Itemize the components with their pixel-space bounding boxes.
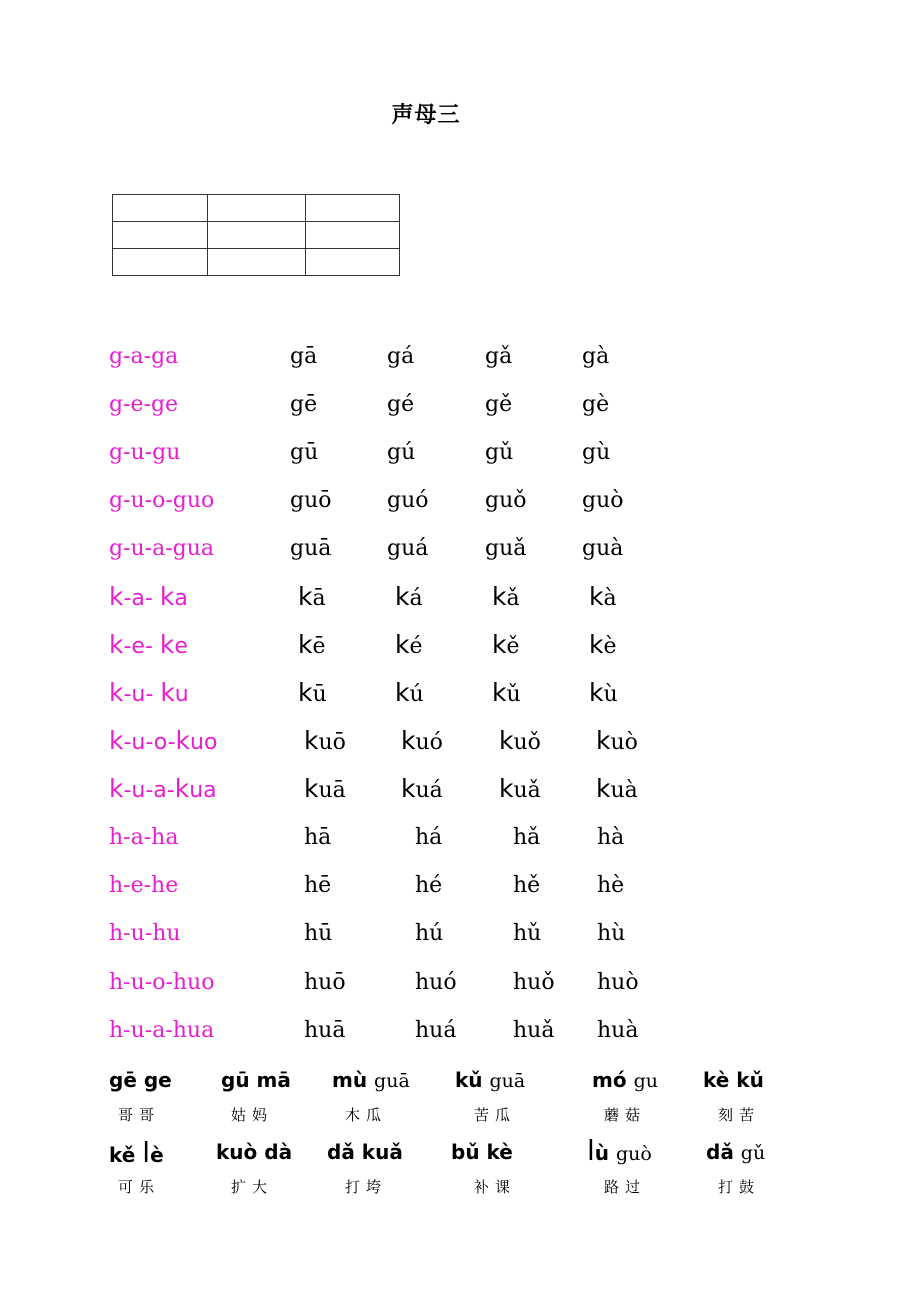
- word-hanzi: 打鼓: [718, 1178, 761, 1196]
- final: uǒ: [513, 730, 541, 755]
- spelling: [109, 630, 188, 659]
- spelling: [109, 678, 189, 707]
- spelling-final: a: [174, 586, 188, 611]
- syllable: guā: [374, 1070, 410, 1092]
- word-pinyin: [455, 1068, 525, 1092]
- spelling: h-u-hu: [109, 921, 181, 946]
- word-pinyin: [587, 1134, 652, 1167]
- grid-cell: [306, 249, 400, 276]
- final: uò: [610, 730, 638, 755]
- word-hanzi: 扩大: [231, 1178, 274, 1196]
- tone-2: huó: [415, 970, 457, 995]
- syllable: mā: [256, 1068, 291, 1092]
- grid-row: [113, 249, 400, 276]
- initial-k: k: [159, 630, 175, 659]
- tone-4: hà: [597, 825, 625, 850]
- tone-2: [395, 582, 423, 611]
- spelling: g-a-ga: [109, 344, 179, 369]
- syllable-final: è: [150, 1143, 164, 1167]
- final: é: [409, 634, 423, 659]
- syllable: kě: [109, 1143, 136, 1167]
- grid-cell: [113, 222, 208, 249]
- grid-cell: [306, 222, 400, 249]
- final: uō: [318, 730, 346, 755]
- syllable-row-huo: [0, 970, 900, 1010]
- syllable-row-kua: [0, 774, 900, 814]
- tone-4: [596, 774, 638, 803]
- final: ǔ: [506, 682, 521, 707]
- tone-2: guá: [387, 536, 429, 561]
- initial-k: k: [596, 726, 611, 755]
- final: uā: [318, 778, 346, 803]
- final: ǎ: [506, 586, 520, 611]
- tone-1: gū: [290, 440, 319, 465]
- tone-4: [596, 726, 638, 755]
- tone-1: [304, 774, 346, 803]
- tone-2: [395, 630, 423, 659]
- tone-4: [589, 630, 617, 659]
- initial-k: k: [395, 582, 410, 611]
- word-hanzi: 可乐: [118, 1178, 161, 1196]
- word-pinyin: [703, 1068, 764, 1092]
- syllable-row-hu: [0, 921, 900, 961]
- tone-3: [492, 582, 520, 611]
- syllable-row-ha: [0, 825, 900, 865]
- word-hanzi: 蘑菇: [604, 1106, 647, 1124]
- tone-1: hā: [304, 825, 332, 850]
- syllable: kuǎ: [361, 1140, 403, 1164]
- initial-k: k: [304, 726, 319, 755]
- syllable-initial: l: [142, 1136, 151, 1169]
- tone-3: huǎ: [513, 1018, 555, 1043]
- initial-k: k: [174, 774, 190, 803]
- initial-k: k: [304, 774, 319, 803]
- tone-4: hè: [597, 873, 625, 898]
- word-pinyin: [327, 1140, 403, 1164]
- tone-1: guā: [290, 536, 332, 561]
- initial-k: k: [492, 678, 507, 707]
- final: à: [603, 586, 617, 611]
- spelling: [109, 582, 188, 611]
- tone-4: gà: [582, 344, 610, 369]
- word-hanzi: 苦瓜: [474, 1106, 517, 1124]
- tone-3: guǒ: [485, 488, 527, 513]
- word-hanzi: 打垮: [345, 1178, 388, 1196]
- final: uǎ: [513, 778, 541, 803]
- syllable-row-ka: [0, 582, 900, 622]
- syllable-row-he: [0, 873, 900, 913]
- initial-k: k: [589, 678, 604, 707]
- tone-2: gá: [387, 344, 415, 369]
- word-hanzi: 刻苦: [718, 1106, 761, 1124]
- word-hanzi: 补课: [474, 1178, 517, 1196]
- syllable-row-ga: [0, 344, 900, 384]
- initial-k: k: [395, 630, 410, 659]
- syllable: gǔ: [740, 1142, 766, 1164]
- tone-1: [298, 678, 327, 707]
- tone-3: [492, 630, 520, 659]
- final: ā: [312, 586, 326, 611]
- grid-cell: [208, 222, 306, 249]
- spelling-middle: -u-o-: [123, 730, 176, 755]
- spelling: h-a-ha: [109, 825, 179, 850]
- syllable: ge: [143, 1068, 172, 1092]
- tone-3: huǒ: [513, 970, 555, 995]
- tone-3: gǎ: [485, 344, 513, 369]
- spelling-final: ua: [189, 778, 217, 803]
- syllable: gū: [221, 1068, 250, 1092]
- syllable-row-guo: [0, 488, 900, 528]
- syllable: guò: [616, 1143, 652, 1165]
- tone-2: huá: [415, 1018, 457, 1043]
- spelling-middle: -u-a-: [123, 778, 175, 803]
- syllable: mó: [592, 1068, 627, 1092]
- tone-3: [499, 726, 541, 755]
- tone-3: [499, 774, 541, 803]
- word-pinyin: [216, 1140, 292, 1164]
- final: uó: [415, 730, 443, 755]
- syllable: mù: [332, 1068, 368, 1092]
- spelling: h-u-a-hua: [109, 1018, 215, 1043]
- initial-k: k: [492, 630, 507, 659]
- tone-3: [492, 678, 521, 707]
- initial-k: k: [109, 774, 124, 803]
- tone-2: guó: [387, 488, 429, 513]
- tone-1: [298, 630, 326, 659]
- tone-3: guǎ: [485, 536, 527, 561]
- tone-2: [401, 726, 443, 755]
- tone-2: hú: [415, 921, 444, 946]
- final: ě: [506, 634, 520, 659]
- spelling: g-u-o-guo: [109, 488, 215, 513]
- spelling: h-u-o-huo: [109, 970, 215, 995]
- tone-4: [589, 582, 617, 611]
- initial-k: k: [589, 582, 604, 611]
- tone-2: [401, 774, 443, 803]
- tone-4: huà: [597, 1018, 639, 1043]
- spelling-middle: -e-: [123, 634, 160, 659]
- tone-1: hū: [304, 921, 333, 946]
- grid-row: [113, 195, 400, 222]
- final: ē: [312, 634, 326, 659]
- tone-3: gě: [485, 392, 513, 417]
- tone-2: há: [415, 825, 443, 850]
- tone-1: huā: [304, 1018, 346, 1043]
- tone-1: guō: [290, 488, 332, 513]
- tone-4: guò: [582, 488, 624, 513]
- grid-cell: [113, 249, 208, 276]
- initial-k: k: [109, 630, 124, 659]
- final: ú: [409, 682, 424, 707]
- syllable-row-ge: [0, 392, 900, 432]
- word-pinyin: [451, 1140, 513, 1164]
- grid-cell: [208, 195, 306, 222]
- syllable: kǔ: [736, 1068, 764, 1092]
- syllable: dǎ: [327, 1140, 355, 1164]
- tone-3: hǔ: [513, 921, 542, 946]
- syllable: kè: [486, 1140, 513, 1164]
- syllable: bǔ: [451, 1140, 480, 1164]
- spelling-final: u: [174, 682, 189, 707]
- initial-k: k: [175, 726, 191, 755]
- grid-row: [113, 222, 400, 249]
- word-hanzi: 姑妈: [231, 1106, 274, 1124]
- tone-2: hé: [415, 873, 443, 898]
- syllable-row-gu: [0, 440, 900, 480]
- final: ù: [603, 682, 618, 707]
- spelling-middle: -a-: [123, 586, 160, 611]
- initial-k: k: [109, 582, 124, 611]
- spelling: g-u-a-gua: [109, 536, 215, 561]
- tone-2: [395, 678, 424, 707]
- tone-1: gē: [290, 392, 318, 417]
- tone-3: hǎ: [513, 825, 541, 850]
- word-pinyin: [221, 1068, 291, 1092]
- initial-k: k: [401, 774, 416, 803]
- spelling: [109, 726, 217, 755]
- syllable: dà: [264, 1140, 293, 1164]
- syllable-row-ku: [0, 678, 900, 718]
- syllable-row-ke: [0, 630, 900, 670]
- grid-cell: [113, 195, 208, 222]
- tone-3: gǔ: [485, 440, 514, 465]
- initial-k: k: [499, 726, 514, 755]
- initial-k: k: [298, 582, 313, 611]
- tone-4: gù: [582, 440, 611, 465]
- syllable-row-kuo: [0, 726, 900, 766]
- spelling: g-u-gu: [109, 440, 181, 465]
- tone-4: [589, 678, 618, 707]
- tone-4: hù: [597, 921, 626, 946]
- syllable: guā: [489, 1070, 526, 1092]
- grid-cell: [208, 249, 306, 276]
- spelling: g-e-ge: [109, 392, 179, 417]
- tone-2: gú: [387, 440, 416, 465]
- final: ū: [312, 682, 327, 707]
- syllable: kǔ: [455, 1068, 483, 1092]
- initial-k: k: [109, 678, 124, 707]
- grid-cell: [306, 195, 400, 222]
- syllable-final: ù: [594, 1141, 610, 1165]
- word-hanzi: 木瓜: [345, 1106, 388, 1124]
- tone-2: gé: [387, 392, 415, 417]
- initial-k: k: [109, 726, 124, 755]
- syllable-row-hua: [0, 1018, 900, 1058]
- word-pinyin: [592, 1068, 658, 1092]
- syllable-initial: l: [587, 1134, 595, 1167]
- tone-1: huō: [304, 970, 346, 995]
- tone-1: [304, 726, 346, 755]
- initial-k: k: [160, 678, 175, 707]
- spelling-middle: -u-: [123, 682, 161, 707]
- word-hanzi: 哥哥: [118, 1106, 161, 1124]
- initial-k: k: [589, 630, 604, 659]
- word-pinyin: [109, 1136, 164, 1169]
- tone-4: huò: [597, 970, 639, 995]
- syllable: dǎ: [706, 1140, 734, 1164]
- page-title: 声母三: [391, 103, 461, 128]
- spelling-final: e: [174, 634, 188, 659]
- initial-k: k: [298, 678, 313, 707]
- syllable: gē: [109, 1068, 137, 1092]
- tone-4: gè: [582, 392, 610, 417]
- initial-k: k: [499, 774, 514, 803]
- spelling-final: uo: [190, 730, 218, 755]
- initial-k: k: [492, 582, 507, 611]
- tone-1: gā: [290, 344, 318, 369]
- tone-1: [298, 582, 326, 611]
- writing-grid: [112, 194, 400, 276]
- tone-1: hē: [304, 873, 332, 898]
- tone-4: guà: [582, 536, 624, 561]
- final: è: [603, 634, 617, 659]
- word-pinyin: [109, 1068, 172, 1092]
- syllable: kuò: [216, 1140, 258, 1164]
- syllable: gu: [633, 1070, 658, 1092]
- word-pinyin: [332, 1068, 410, 1092]
- initial-k: k: [596, 774, 611, 803]
- spelling: [109, 774, 217, 803]
- initial-k: k: [159, 582, 175, 611]
- final: uá: [415, 778, 443, 803]
- tone-3: hě: [513, 873, 541, 898]
- initial-k: k: [401, 726, 416, 755]
- final: uà: [610, 778, 638, 803]
- syllable: kè: [703, 1068, 730, 1092]
- word-pinyin: [706, 1140, 765, 1164]
- word-hanzi: 路过: [604, 1178, 647, 1196]
- initial-k: k: [395, 678, 410, 707]
- syllable-row-gua: [0, 536, 900, 576]
- final: á: [409, 586, 423, 611]
- initial-k: k: [298, 630, 313, 659]
- spelling: h-e-he: [109, 873, 179, 898]
